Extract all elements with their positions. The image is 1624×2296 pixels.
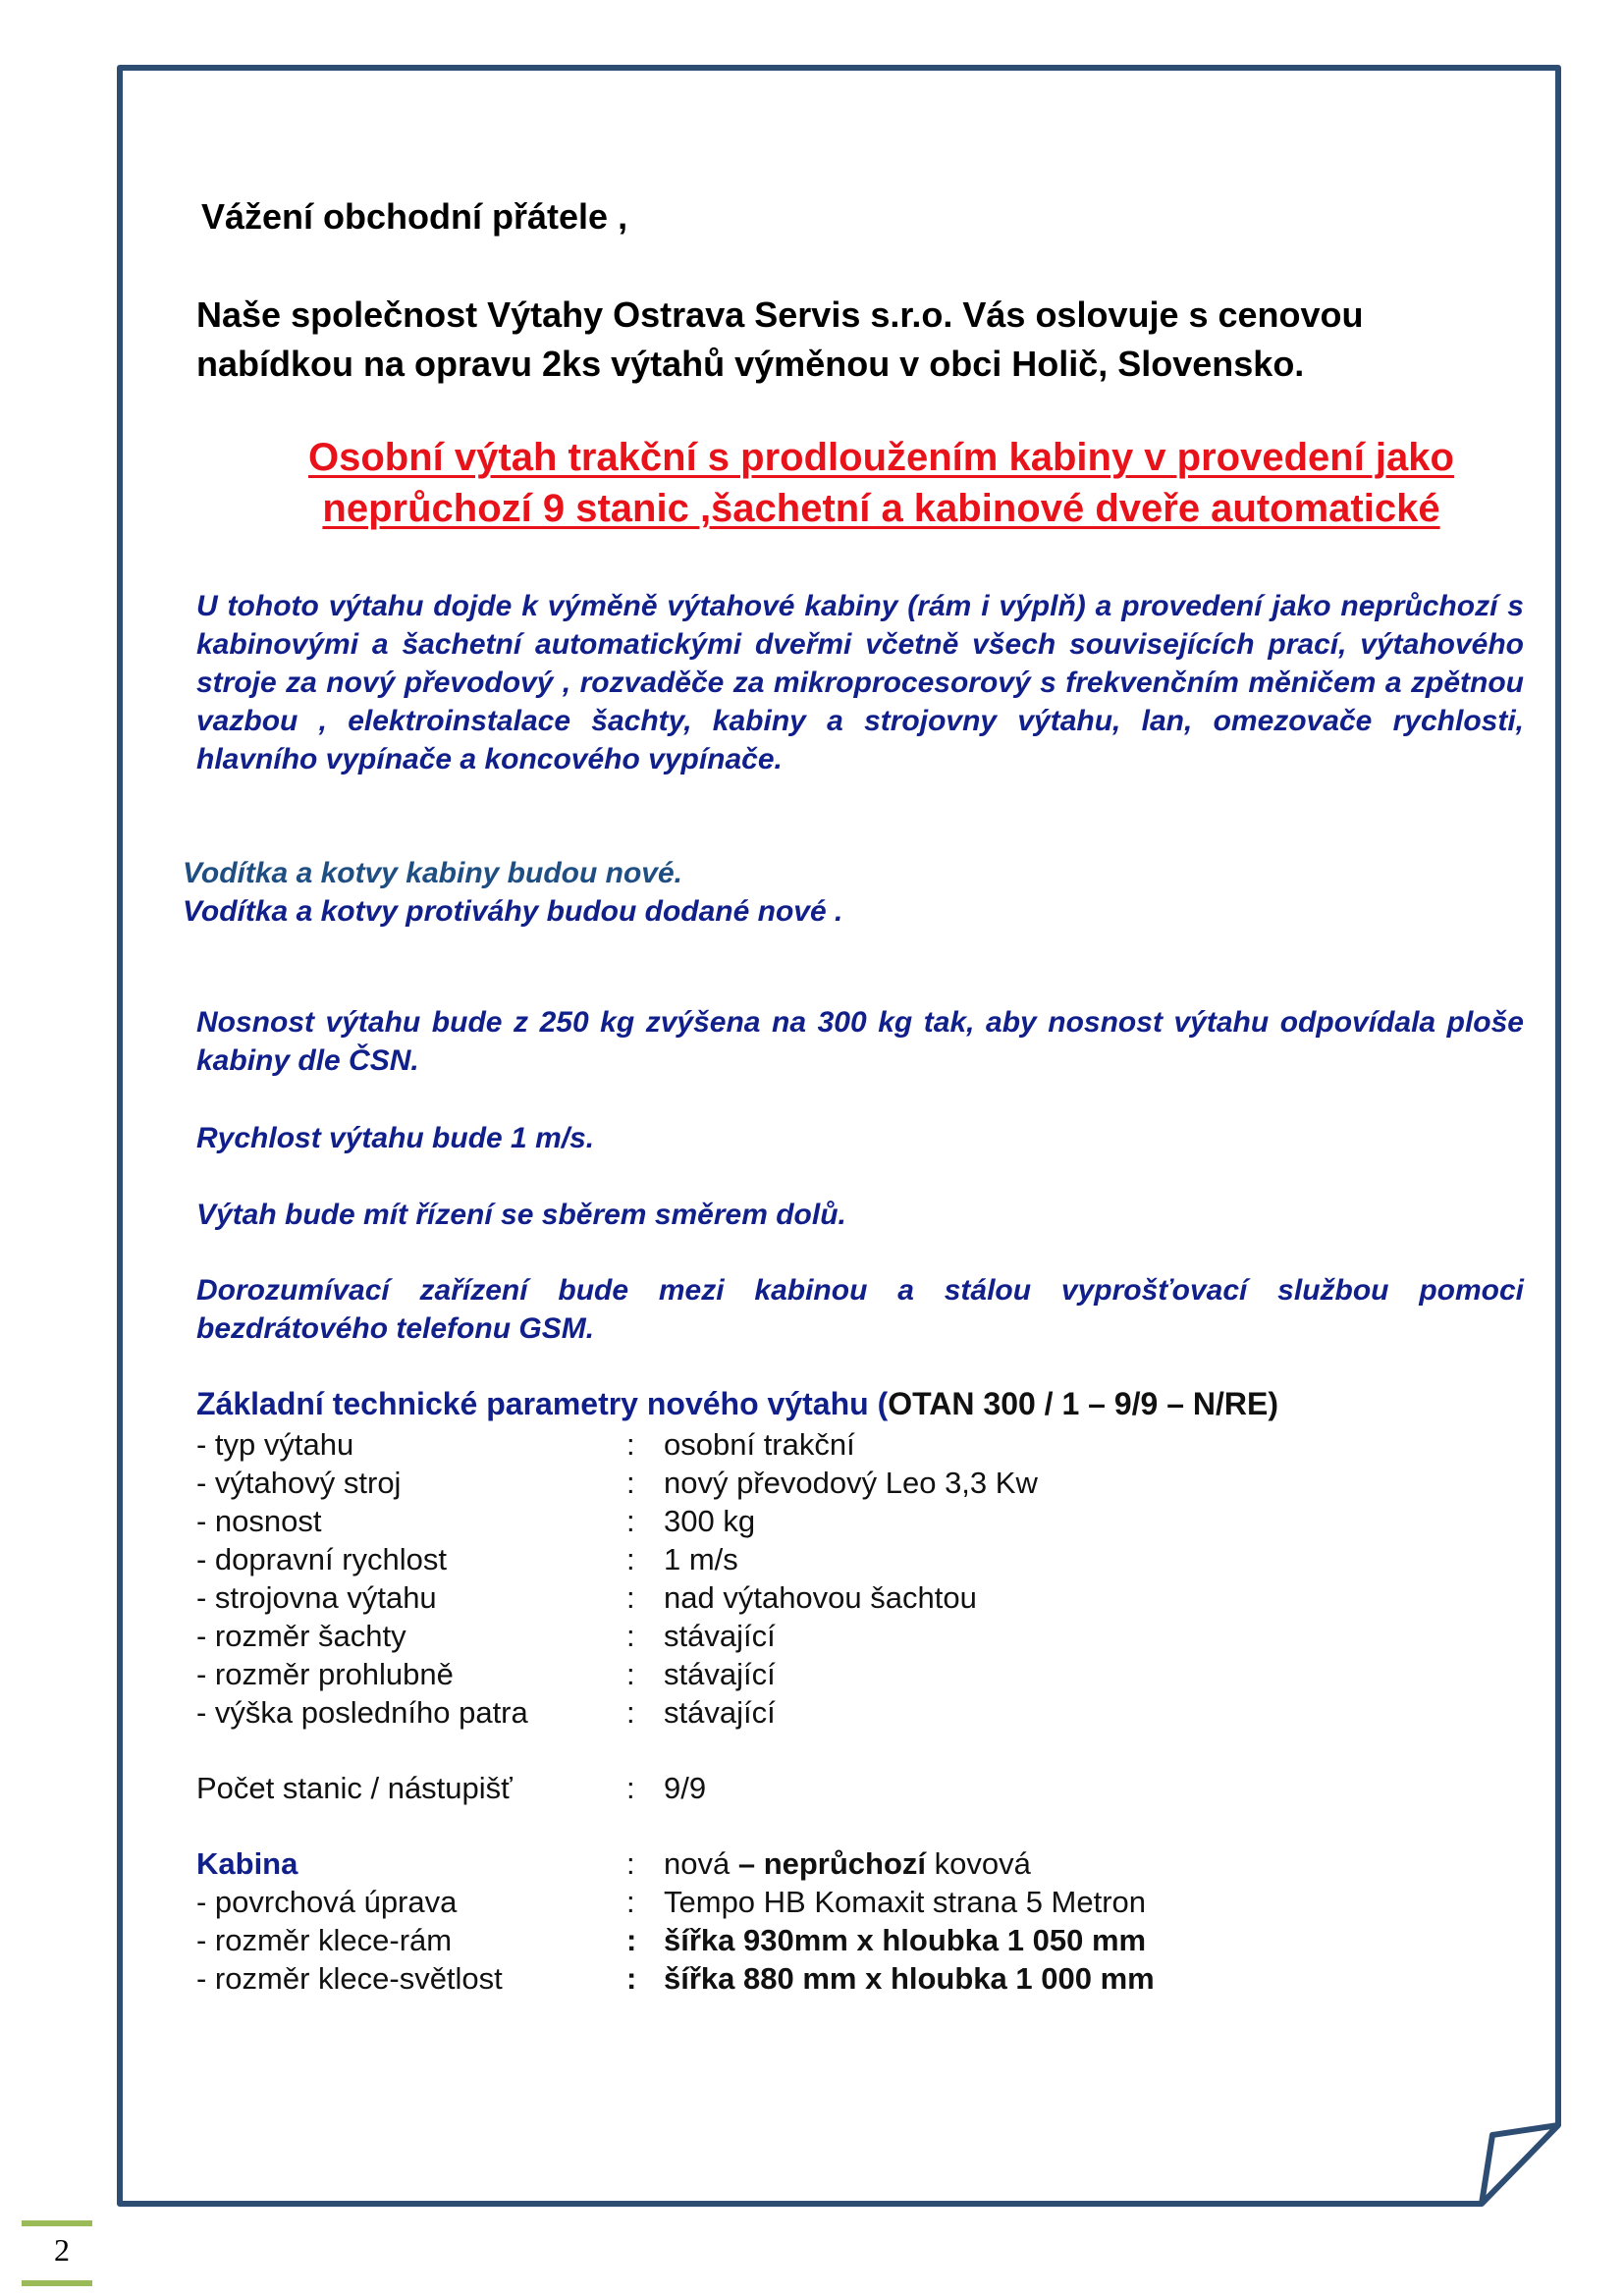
spec-label: - strojovna výtahu xyxy=(196,1580,437,1615)
speed-paragraph: Rychlost výtahu bude 1 m/s. xyxy=(196,1122,595,1154)
stations-label: Počet stanic / nástupišť xyxy=(196,1771,513,1805)
capacity-paragraph: Nosnost výtahu bude z 250 kg zvýšena na 300 kg tak, aby nosnost výtahu odpovídala ploše kabiny dle ČSN. xyxy=(196,1006,1524,1077)
spec-label: - povrchová úprava xyxy=(196,1885,458,1919)
control-paragraph: Výtah bude mít řízení se sběrem směrem dolů. xyxy=(196,1199,846,1231)
intro-paragraph xyxy=(196,291,1551,389)
page-number-top-rule xyxy=(22,2220,92,2226)
intro-line-1: Naše společnost Výtahy Ostrava Servis s.r.o. Vás oslovuje s cenovou xyxy=(196,294,1364,335)
spec-row xyxy=(196,1618,1473,1655)
offer-title-line-2: neprůchozí 9 stanic ,šachetní a kabinové dveře automatické xyxy=(322,487,1440,530)
cabin-label: Kabina xyxy=(196,1846,298,1881)
spec-separator: : xyxy=(626,1695,635,1730)
spec-row xyxy=(196,1426,1473,1464)
spec-value: stávající xyxy=(664,1695,776,1730)
counterweight-guides-note: Vodítka a kotvy protiváhy budou dodané nové . xyxy=(183,895,843,928)
spec-value: 1 m/s xyxy=(664,1542,738,1576)
guides-note xyxy=(183,854,1538,931)
spec-value: stávající xyxy=(664,1657,776,1691)
spec-value: šířka 930mm x hloubka 1 050 mm xyxy=(664,1923,1147,1957)
spec-separator: : xyxy=(626,1427,635,1462)
spec-separator: : xyxy=(626,1657,635,1691)
spec-label: - výtahový stroj xyxy=(196,1466,402,1500)
spec-label: - typ výtahu xyxy=(196,1427,354,1462)
spec-row xyxy=(196,1694,1473,1732)
spec-value: Tempo HB Komaxit strana 5 Metron xyxy=(664,1885,1147,1919)
spec-separator: : xyxy=(626,1923,637,1957)
spec-value: nad výtahovou šachtou xyxy=(664,1580,977,1615)
cabin-spec-row xyxy=(196,1922,1473,1959)
spec-row xyxy=(196,1541,1473,1578)
scope-description: U tohoto výtahu dojde k výměně výtahové kabiny (rám i výplň) a provedení jako neprůchozí s kabinovými a šachetní automatickými dveřmi včetně všech souvisejících prací, výtahového stroje za nový převodový , rozvaděče za mikroprocesorový s frekvenčním měničem a zpětnou vazbou , elektroinstalace šachty, kabiny a strojovny výtahu, lan, omezovače rychlosti, hlavního vypínače a koncového vypínače. xyxy=(196,590,1524,775)
spec-separator: : xyxy=(626,1466,635,1500)
cabin-row xyxy=(196,1845,1473,1883)
spec-separator: : xyxy=(626,1542,635,1576)
spec-value: šířka 880 mm x hloubka 1 000 mm xyxy=(664,1961,1155,1996)
greeting: Vážení obchodní přátele , xyxy=(201,196,628,237)
intro-line-2: nabídkou na opravu 2ks výtahů výměnou v obci Holič, Slovensko. xyxy=(196,344,1305,384)
spec-value: stávající xyxy=(664,1619,776,1653)
spec-value: osobní trakční xyxy=(664,1427,855,1462)
offer-title-line-1: Osobní výtah trakční s prodloužením kabiny v provedení jako xyxy=(308,436,1454,479)
cabin-spec-row xyxy=(196,1960,1473,1998)
spec-label: - dopravní rychlost xyxy=(196,1542,447,1576)
specs-model: OTAN 300 / 1 – 9/9 – N/RE) xyxy=(888,1386,1278,1421)
spec-separator: : xyxy=(626,1961,637,1996)
spec-row xyxy=(196,1579,1473,1617)
spec-separator: : xyxy=(626,1580,635,1615)
spec-separator: : xyxy=(626,1771,635,1805)
specs-heading-text: Základní technické parametry nového výtahu ( xyxy=(196,1386,889,1421)
specs-heading xyxy=(196,1386,1278,1422)
spec-row xyxy=(196,1656,1473,1693)
cabin-value xyxy=(664,1845,1031,1883)
spec-label: - rozměr prohlubně xyxy=(196,1657,454,1691)
spec-label: - rozměr šachty xyxy=(196,1619,406,1653)
cabin-guides-note: Vodítka a kotvy kabiny budou nové. xyxy=(183,857,682,889)
page-number-bottom-rule xyxy=(22,2280,92,2286)
spec-separator: : xyxy=(626,1885,635,1919)
spec-label: - rozměr klece-rám xyxy=(196,1923,453,1957)
spec-row xyxy=(196,1503,1473,1540)
spec-value: 300 kg xyxy=(664,1504,756,1538)
stations-row xyxy=(196,1770,1473,1807)
cabin-value-bold: – neprůchozí xyxy=(737,1846,927,1881)
cabin-value-pre: nová xyxy=(664,1846,738,1881)
spec-row xyxy=(196,1465,1473,1502)
page-number: 2 xyxy=(54,2232,70,2268)
spec-label: - výška posledního patra xyxy=(196,1695,528,1730)
stations-value: 9/9 xyxy=(664,1771,707,1805)
spec-separator: : xyxy=(626,1846,635,1881)
communication-paragraph: Dorozumívací zařízení bude mezi kabinou a stálou vyprošťovací službou pomoci bezdrátového telefonu GSM. xyxy=(196,1274,1524,1345)
spec-label: - rozměr klece-světlost xyxy=(196,1961,503,1996)
spec-separator: : xyxy=(626,1619,635,1653)
spec-value: nový převodový Leo 3,3 Kw xyxy=(664,1466,1038,1500)
cabin-value-post: kovová xyxy=(926,1846,1031,1881)
cabin-spec-row xyxy=(196,1884,1473,1921)
spec-separator: : xyxy=(626,1504,635,1538)
offer-title xyxy=(231,432,1532,534)
spec-label: - nosnost xyxy=(196,1504,322,1538)
